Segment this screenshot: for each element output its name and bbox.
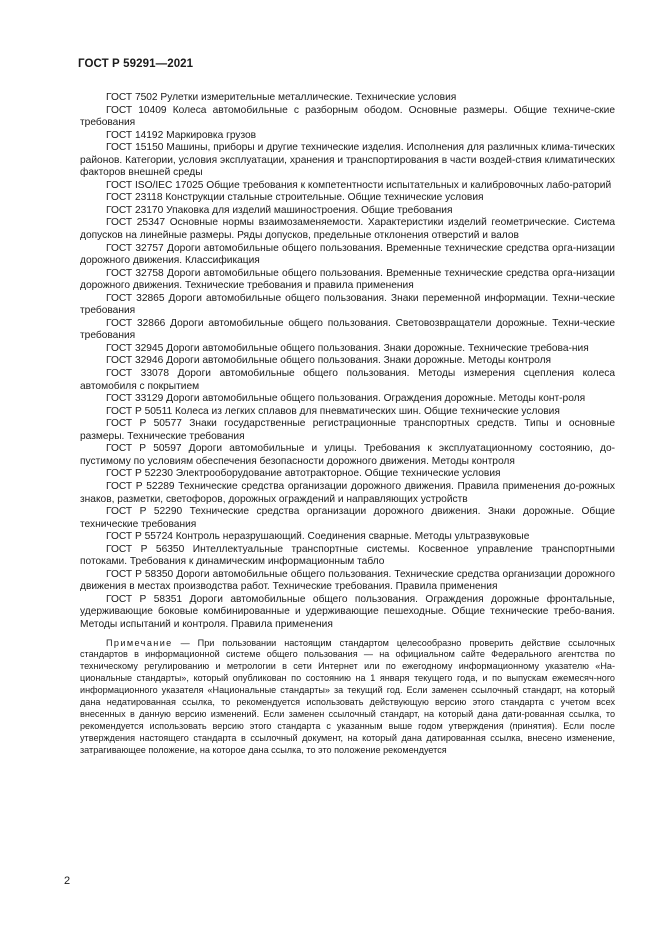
- reference-item: ГОСТ 33129 Дороги автомобильные общего пользования. Ограждения дорожные. Методы конт-роля: [106, 393, 586, 405]
- reference-item: ГОСТ Р 50597 Дороги автомобильные и улицы. Требования к эксплуатационному состоянию, до-пустимому по условиям обеспечения безопасности дорожного движения. Методы контроля: [80, 443, 615, 467]
- reference-item: ГОСТ Р 55724 Контроль неразрушающий. Соединения сварные. Методы ультразвуковые: [106, 531, 530, 543]
- note-paragraph: [80, 638, 615, 758]
- reference-item: ГОСТ Р 52290 Технические средства организации дорожного движения. Знаки дорожные. Общие технические требования: [80, 506, 615, 530]
- reference-item: ГОСТ 23118 Конструкции стальные строительные. Общие технические условия: [106, 192, 484, 204]
- reference-item: ГОСТ 32866 Дороги автомобильные общего пользования. Световозвращатели дорожные. Техни-ческие требования: [80, 317, 615, 342]
- document-header: ГОСТ Р 59291—2021: [78, 58, 194, 70]
- reference-item: ГОСТ 23170 Упаковка для изделий машиностроения. Общие требования: [106, 204, 453, 216]
- reference-item: ГОСТ 7502 Рулетки измерительные металлические. Технические условия: [106, 92, 457, 103]
- reference-item: ГОСТ 33078 Дороги автомобильные общего пользования. Методы измерения сцепления колеса автомобиля с покрытием: [80, 368, 615, 392]
- reference-item: ГОСТ Р 56350 Интеллектуальные транспортные системы. Косвенное управление транспортными потоками. Требования к динамическим информационным табло: [80, 543, 615, 568]
- reference-item: ГОСТ Р 58351 Дороги автомобильные общего пользования. Ограждения дорожные фронтальные, удерживающие боковые комбинированные и удерживающие пешеходные. Общие технические требо-вания. Методы испытаний и контроля. Правила применения: [80, 593, 615, 630]
- reference-item: ГОСТ 25347 Основные нормы взаимозаменяемости. Характеристики изделий геометрические. Система допусков на линейные размеры. Ряды допусков, предельные отклонения отверстий и валов: [80, 217, 615, 242]
- reference-item: ГОСТ 32865 Дороги автомобильные общего пользования. Знаки переменной информации. Техни-ческие требования: [80, 292, 615, 317]
- reference-item: ГОСТ 14192 Маркировка грузов: [106, 129, 257, 141]
- reference-item: ГОСТ ISO/IEC 17025 Общие требования к компетентности испытательных и калибровочных лабо-раторий: [106, 179, 612, 191]
- reference-item: ГОСТ 32946 Дороги автомобильные общего пользования. Знаки дорожные. Методы контроля: [106, 355, 552, 367]
- page-number: 2: [64, 875, 71, 887]
- reference-item: ГОСТ Р 58350 Дороги автомобильные общего пользования. Технические средства организации дорожного движения в местах производства работ. Технические требования. Правила применения: [80, 568, 615, 593]
- reference-item: ГОСТ Р 50577 Знаки государственные регистрационные транспортных средств. Типы и основные размеры. Технические требования: [80, 418, 615, 442]
- normative-references: [80, 92, 615, 766]
- reference-item: ГОСТ Р 52230 Электрооборудование автотракторное. Общие технические условия: [106, 468, 501, 480]
- reference-item: ГОСТ 15150 Машины, приборы и другие технические изделия. Исполнения для различных клима-тических районов. Категории, условия эксплуатации, хранения и транспортирования в части воздей-ствия климатических факторов внешней среды: [80, 142, 615, 179]
- note-text: — При пользовании настоящим стандартом целесообразно проверить действие ссылочных стандартов в информационной системе общего пользования — на официальном сайте Федерального агентства по техническому регулированию и метрологии в сети Интернет или по ежегодному информационному указателю «На-циональные стандарты», который опубликован по состоянию на 1 января текущего года, и по выпускам ежемесяч-ного информационного указателя «Национальные стандарты» за текущий год. Если заменен ссылочный стандарт, на который дана недатированная ссылка, то рекомендуется использовать действующую версию этого стандарта с учетом всех внесенных в данную версию изменений. Если заменен ссылочный стандарт, на который дана дати-рованная ссылка, то рекомендуется использовать версию этого стандарта с указанным выше годом утверждения (принятия). Если после утверждения настоящего стандарта в ссылочный документ, на который дана датированная ссылка, внесено изменение, затрагивающее положение, на которое дана ссылка, то это положение рекомендуется: [80, 637, 615, 756]
- reference-item: ГОСТ Р 52289 Технические средства организации дорожного движения. Правила применения до-рожных знаков, разметки, светофоров, дорожных ограждений и направляющих устройств: [80, 480, 615, 505]
- reference-item: ГОСТ 32758 Дороги автомобильные общего пользования. Временные технические средства орга-низации дорожного движения. Технические требования и правила применения: [80, 267, 615, 292]
- reference-item: ГОСТ 32945 Дороги автомобильные общего пользования. Знаки дорожные. Технические требова-ния: [106, 342, 589, 354]
- reference-item: ГОСТ 10409 Колеса автомобильные с разборным ободом. Основные размеры. Общие техниче-ские требования: [80, 104, 615, 129]
- reference-item: ГОСТ Р 50511 Колеса из легких сплавов для пневматических шин. Общие технические условия: [106, 405, 560, 417]
- note-label: Примечание: [106, 637, 173, 648]
- reference-item: ГОСТ 32757 Дороги автомобильные общего пользования. Временные технические средства орга-низации дорожного движения. Классификация: [80, 242, 615, 267]
